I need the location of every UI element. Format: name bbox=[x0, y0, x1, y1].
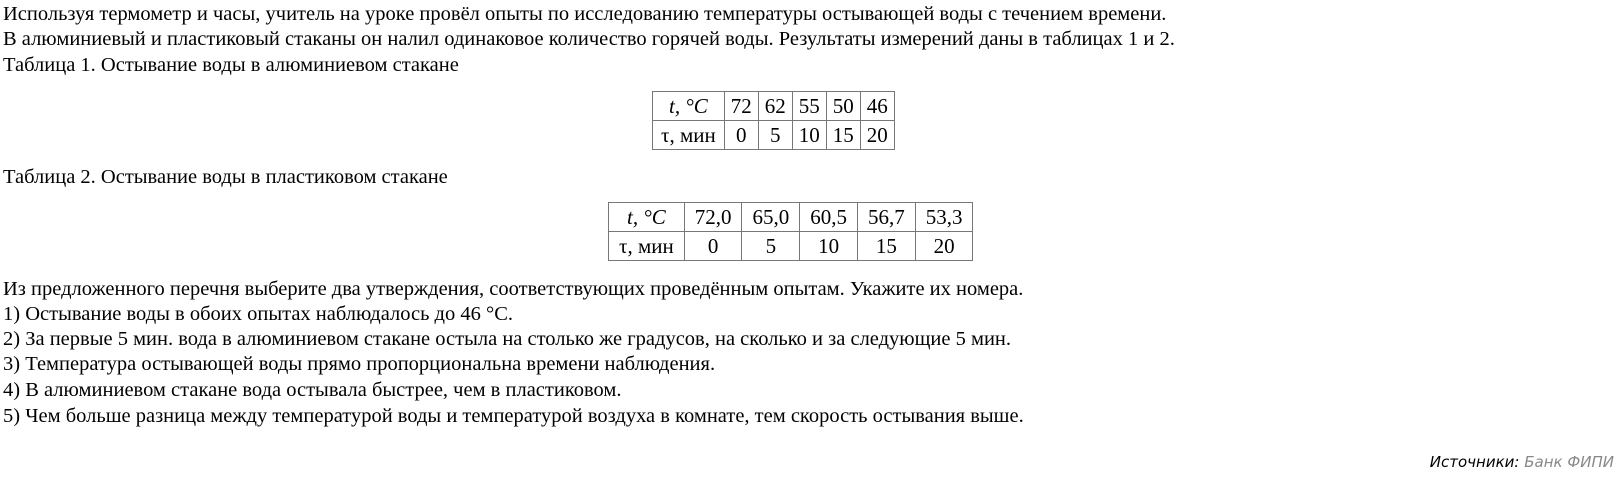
cell: 10 bbox=[792, 121, 826, 150]
cell: 15 bbox=[857, 232, 915, 261]
question: Из предложенного перечня выберите два утверждения, соответствующих проведённым опытам. Укажите их номера. bbox=[3, 278, 1024, 300]
table2 bbox=[608, 202, 973, 261]
table1-caption: Таблица 1. Остывание воды в алюминиевом стакане bbox=[3, 54, 459, 76]
cell: 60,5 bbox=[800, 203, 858, 232]
cell: 0 bbox=[724, 121, 758, 150]
cell: 50 bbox=[826, 92, 860, 121]
source-link[interactable]: Банк ФИПИ bbox=[1524, 453, 1614, 471]
source-label: Источники: bbox=[1429, 453, 1520, 471]
option-5: 5) Чем больше разница между температурой воды и температурой воздуха в комнате, тем скорость остывания выше. bbox=[3, 405, 1024, 427]
cell: 20 bbox=[915, 232, 973, 261]
option-3: 3) Температура остывающей воды прямо пропорциональна времени наблюдения. bbox=[3, 353, 716, 375]
cell: 53,3 bbox=[915, 203, 973, 232]
cell: 5 bbox=[758, 121, 792, 150]
cell: 46 bbox=[860, 92, 894, 121]
cell: 72,0 bbox=[684, 203, 742, 232]
intro-line-2: В алюминиевый и пластиковый стаканы он налил одинаковое количество горячей воды. Результаты измерений даны в таблицах 1 и 2. bbox=[3, 28, 1175, 50]
row-label-tau: τ, мин bbox=[653, 121, 725, 150]
cell: 15 bbox=[826, 121, 860, 150]
intro-line-1: Используя термометр и часы, учитель на уроке провёл опыты по исследованию температуры остывающей воды с течением времени. bbox=[3, 3, 1167, 25]
table-row bbox=[653, 121, 895, 150]
cell: 0 bbox=[684, 232, 742, 261]
cell: 5 bbox=[742, 232, 800, 261]
option-4: 4) В алюминиевом стакане вода остывала быстрее, чем в пластиковом. bbox=[3, 379, 622, 401]
cell: 72 bbox=[724, 92, 758, 121]
cell: 65,0 bbox=[742, 203, 800, 232]
cell: 55 bbox=[792, 92, 826, 121]
cell: 10 bbox=[800, 232, 858, 261]
cell: 62 bbox=[758, 92, 792, 121]
table-row bbox=[609, 203, 973, 232]
cell: 56,7 bbox=[857, 203, 915, 232]
row-label-tau: τ, мин bbox=[609, 232, 685, 261]
row-label-t: t, °C bbox=[653, 92, 725, 121]
source bbox=[1430, 453, 1614, 471]
row-label-t: t, °C bbox=[609, 203, 685, 232]
option-1: 1) Остывание воды в обоих опытах наблюдалось до 46 °C. bbox=[3, 303, 513, 325]
cell: 20 bbox=[860, 121, 894, 150]
table-row bbox=[609, 232, 973, 261]
option-2: 2) За первые 5 мин. вода в алюминиевом стакане остыла на столько же градусов, на сколько и за следующие 5 мин. bbox=[3, 328, 1012, 350]
table-row bbox=[653, 92, 895, 121]
table1 bbox=[652, 91, 895, 150]
table2-caption: Таблица 2. Остывание воды в пластиковом стакане bbox=[3, 166, 448, 188]
